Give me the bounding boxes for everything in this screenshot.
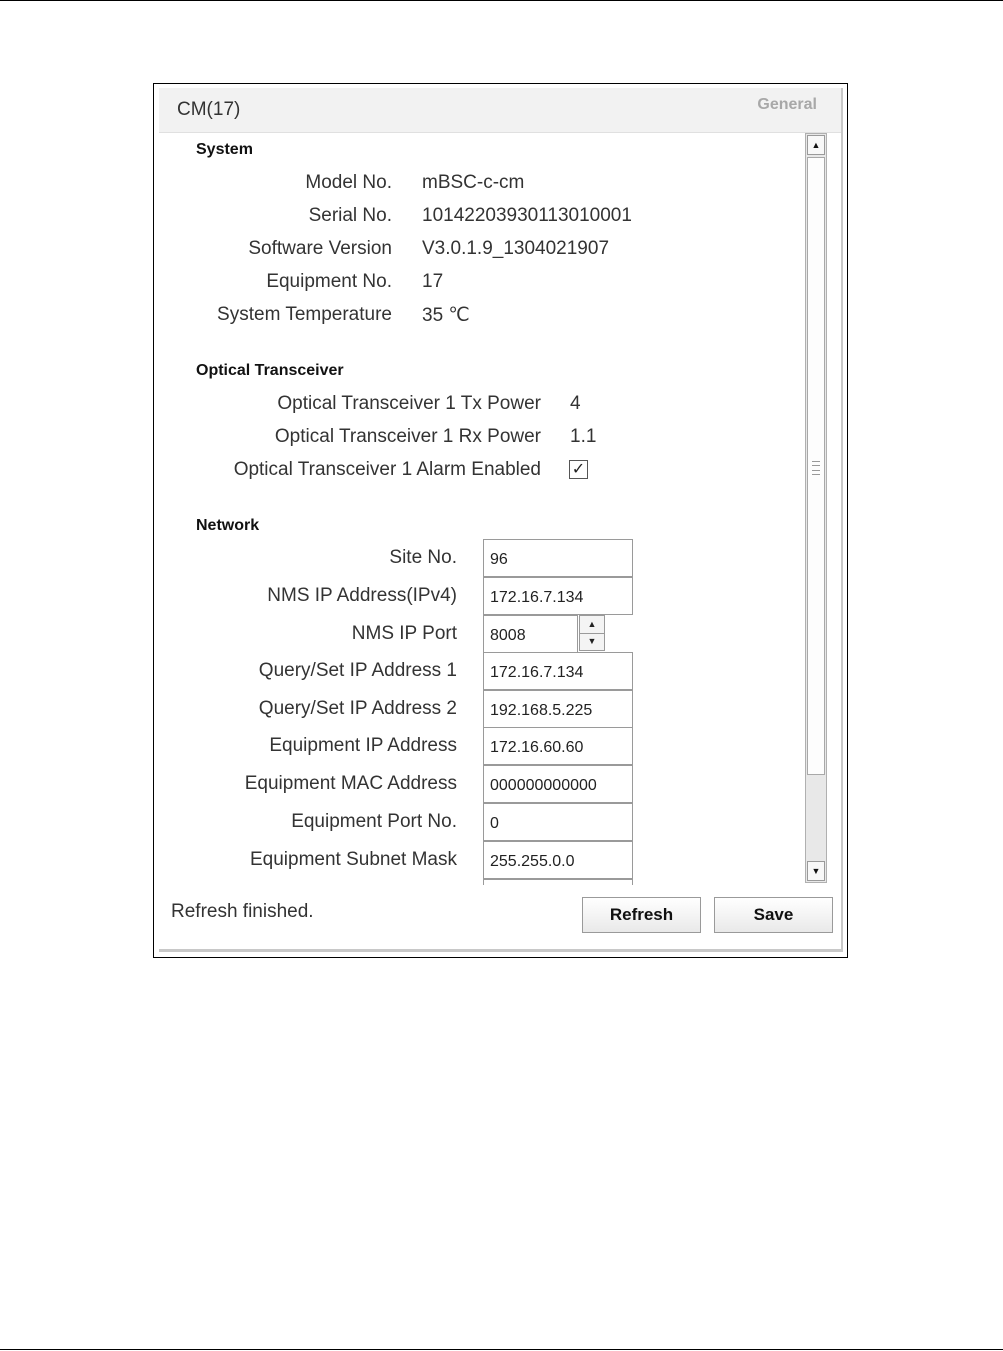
- nms-port-label: NMS IP Port: [351, 623, 457, 644]
- equipment-port-input[interactable]: [483, 803, 633, 841]
- scroll-down-icon[interactable]: ▼: [807, 861, 825, 881]
- equipment-no-value: 17: [422, 271, 444, 292]
- nms-port-stepper: [579, 615, 605, 651]
- query-ip-2-input[interactable]: [483, 690, 633, 728]
- equipment-port-label: Equipment Port No.: [291, 811, 457, 832]
- nms-ip-label: NMS IP Address(IPv4): [267, 585, 457, 606]
- grip-icon: [812, 461, 820, 475]
- optical-section-title: Optical Transceiver: [196, 362, 344, 379]
- refresh-button[interactable]: Refresh: [582, 897, 701, 933]
- software-version-value: V3.0.1.9_1304021907: [422, 238, 610, 259]
- alarm-enabled-checkbox[interactable]: [569, 460, 588, 479]
- subnet-mask-input[interactable]: [483, 841, 633, 879]
- next-field-input[interactable]: [483, 879, 633, 885]
- query-ip-1-input[interactable]: [483, 652, 633, 690]
- scroll-up-icon[interactable]: ▲: [807, 135, 825, 155]
- stepper-up-icon[interactable]: ▲: [580, 616, 604, 634]
- system-temperature-value: 35 ℃: [422, 305, 470, 326]
- equipment-mac-label: Equipment MAC Address: [244, 773, 457, 794]
- serial-no-value: 10142203930113010001: [422, 205, 632, 226]
- scrollbar-thumb[interactable]: [807, 157, 825, 775]
- tab-general[interactable]: General: [757, 96, 817, 113]
- system-section-title: System: [196, 141, 253, 158]
- status-message: Refresh finished.: [171, 901, 314, 922]
- save-button[interactable]: Save: [714, 897, 833, 933]
- equipment-no-label: Equipment No.: [266, 271, 392, 292]
- panel-header: [159, 88, 841, 133]
- page-bottom-rule: [0, 1349, 1003, 1350]
- page-top-rule: [0, 0, 1003, 1]
- network-section-title: Network: [196, 517, 260, 534]
- nms-port-input[interactable]: [483, 615, 578, 653]
- screenshot-frame: [153, 83, 848, 958]
- stepper-down-icon[interactable]: ▼: [587, 636, 597, 646]
- tx-power-label: Optical Transceiver 1 Tx Power: [277, 393, 541, 414]
- tx-power-value: 4: [570, 393, 581, 414]
- alarm-enabled-label: Optical Transceiver 1 Alarm Enabled: [233, 459, 541, 480]
- serial-no-label: Serial No.: [308, 205, 392, 226]
- software-version-label: Software Version: [248, 238, 392, 259]
- query-ip-1-label: Query/Set IP Address 1: [258, 660, 457, 681]
- system-temperature-label: System Temperature: [217, 304, 392, 325]
- subnet-mask-label: Equipment Subnet Mask: [249, 849, 457, 870]
- cm-panel: [159, 88, 843, 952]
- nms-ip-input[interactable]: [483, 577, 633, 615]
- query-ip-2-label: Query/Set IP Address 2: [258, 698, 457, 719]
- model-no-value: mBSC-c-cm: [422, 172, 525, 193]
- checkmark-icon: ✓: [571, 461, 586, 478]
- panel-title: CM(17): [177, 99, 241, 120]
- rx-power-label: Optical Transceiver 1 Rx Power: [274, 426, 541, 447]
- equipment-ip-label: Equipment IP Address: [269, 735, 457, 756]
- vertical-scrollbar[interactable]: [805, 133, 827, 883]
- model-no-label: Model No.: [305, 172, 392, 193]
- rx-power-value: 1.1: [570, 426, 597, 447]
- equipment-mac-input[interactable]: [483, 765, 633, 803]
- site-no-input[interactable]: [483, 539, 633, 577]
- site-no-label: Site No.: [389, 547, 457, 568]
- settings-scroll-area[interactable]: [159, 133, 824, 885]
- equipment-ip-input[interactable]: [483, 727, 633, 765]
